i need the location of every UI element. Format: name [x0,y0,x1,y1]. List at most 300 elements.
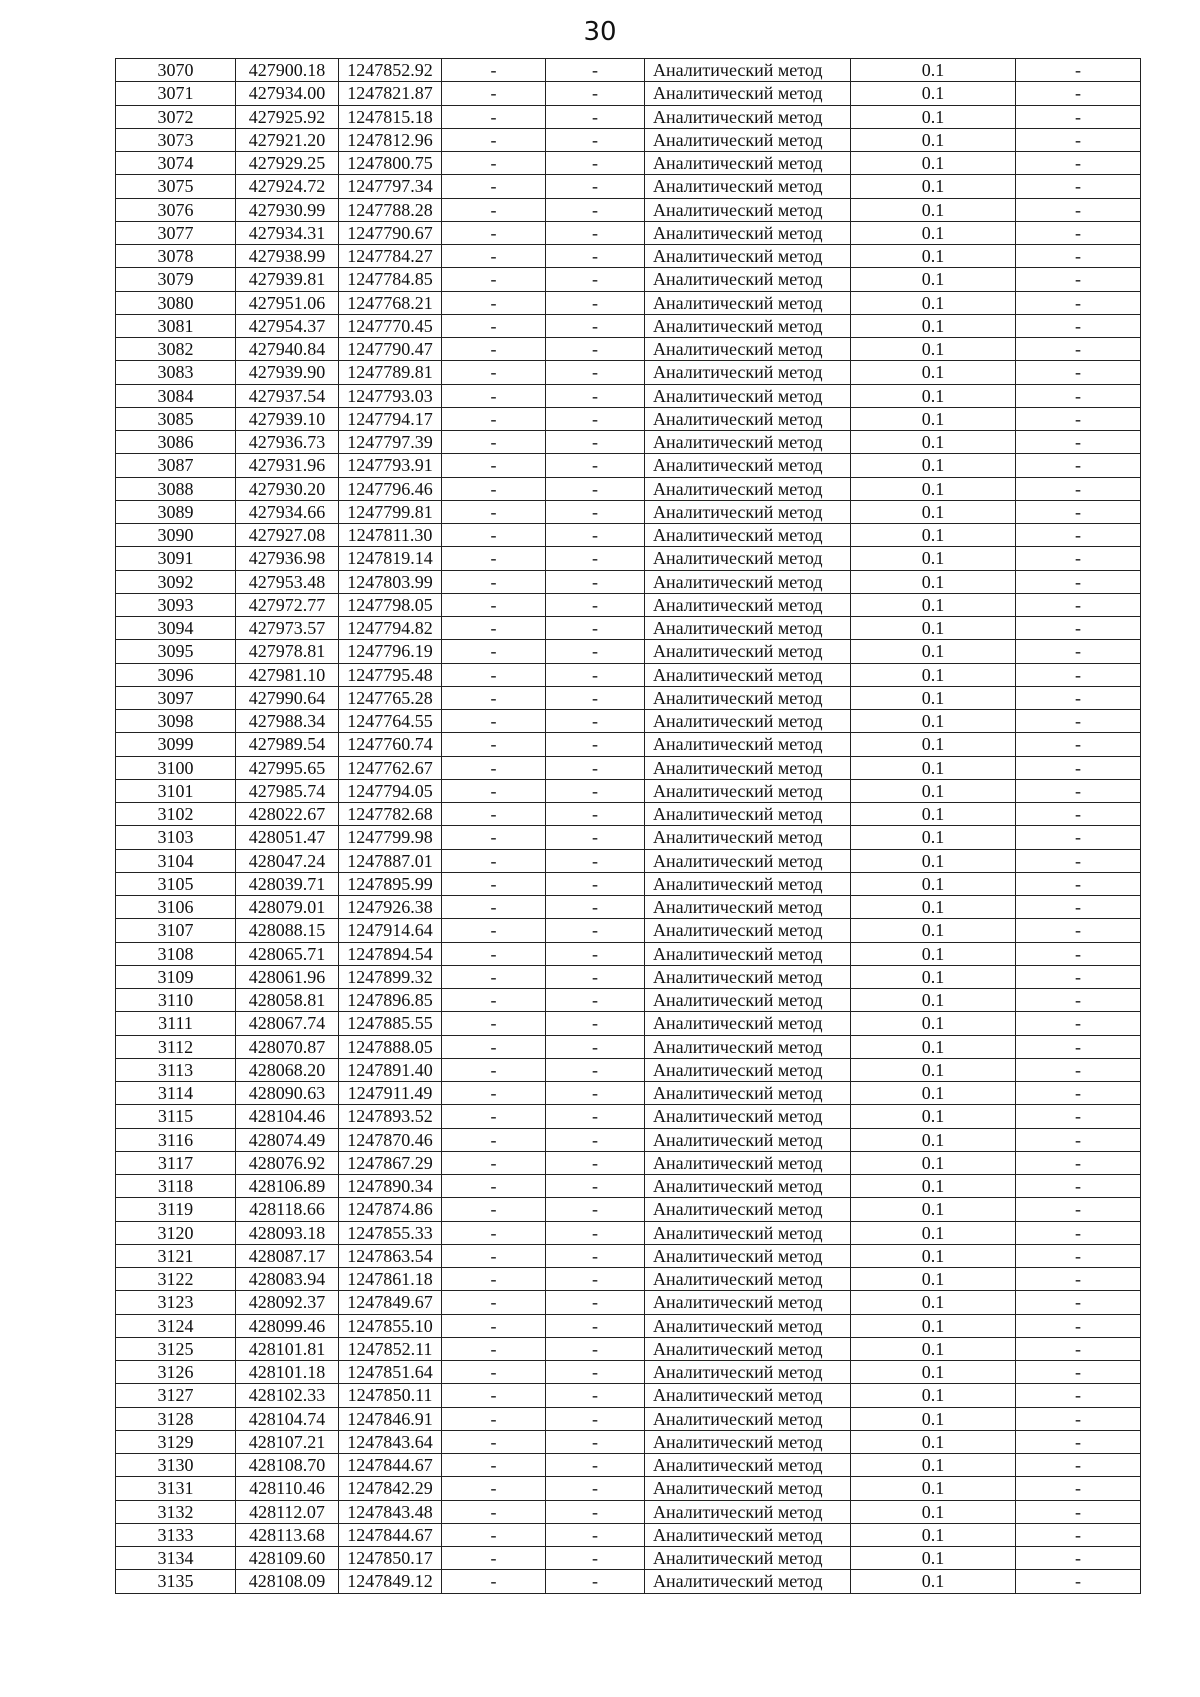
empty-x-cell: - [442,59,546,82]
accuracy-cell: 0.1 [851,733,1016,756]
y-coordinate-cell: 1247762.67 [339,756,442,779]
empty-y-cell: - [546,1570,645,1593]
empty-x-cell: - [442,826,546,849]
y-coordinate-cell: 1247797.34 [339,175,442,198]
method-cell: Аналитический метод [645,1268,851,1291]
accuracy-cell: 0.1 [851,1151,1016,1174]
x-coordinate-cell: 427930.99 [236,198,339,221]
empty-x-cell: - [442,198,546,221]
description-cell: - [1016,1500,1141,1523]
point-number-cell: 3086 [116,431,236,454]
empty-x-cell: - [442,640,546,663]
empty-x-cell: - [442,1454,546,1477]
empty-y-cell: - [546,1430,645,1453]
description-cell: - [1016,686,1141,709]
description-cell: - [1016,1384,1141,1407]
method-cell: Аналитический метод [645,872,851,895]
y-coordinate-cell: 1247790.47 [339,338,442,361]
method-cell: Аналитический метод [645,1291,851,1314]
accuracy-cell: 0.1 [851,1477,1016,1500]
description-cell: - [1016,1012,1141,1035]
empty-x-cell: - [442,338,546,361]
description-cell: - [1016,1035,1141,1058]
method-cell: Аналитический метод [645,338,851,361]
description-cell: - [1016,1454,1141,1477]
point-number-cell: 3093 [116,593,236,616]
empty-x-cell: - [442,1221,546,1244]
accuracy-cell: 0.1 [851,872,1016,895]
table-row [116,896,1141,919]
y-coordinate-cell: 1247849.67 [339,1291,442,1314]
point-number-cell: 3091 [116,547,236,570]
table-row [116,82,1141,105]
x-coordinate-cell: 428118.66 [236,1198,339,1221]
empty-x-cell: - [442,942,546,965]
table-row [116,617,1141,640]
description-cell: - [1016,1151,1141,1174]
point-number-cell: 3095 [116,640,236,663]
table-row [116,1570,1141,1593]
empty-x-cell: - [442,1082,546,1105]
table-row [116,1430,1141,1453]
method-cell: Аналитический метод [645,640,851,663]
accuracy-cell: 0.1 [851,1175,1016,1198]
accuracy-cell: 0.1 [851,82,1016,105]
point-number-cell: 3117 [116,1151,236,1174]
y-coordinate-cell: 1247890.34 [339,1175,442,1198]
method-cell: Аналитический метод [645,82,851,105]
x-coordinate-cell: 427988.34 [236,710,339,733]
description-cell: - [1016,59,1141,82]
point-number-cell: 3092 [116,570,236,593]
empty-x-cell: - [442,454,546,477]
y-coordinate-cell: 1247843.48 [339,1500,442,1523]
empty-x-cell: - [442,1105,546,1128]
table-row [116,1244,1141,1267]
accuracy-cell: 0.1 [851,1361,1016,1384]
accuracy-cell: 0.1 [851,1384,1016,1407]
accuracy-cell: 0.1 [851,524,1016,547]
accuracy-cell: 0.1 [851,686,1016,709]
empty-x-cell: - [442,1337,546,1360]
accuracy-cell: 0.1 [851,1523,1016,1546]
point-number-cell: 3105 [116,872,236,895]
empty-x-cell: - [442,1244,546,1267]
empty-y-cell: - [546,1105,645,1128]
point-number-cell: 3122 [116,1268,236,1291]
y-coordinate-cell: 1247799.98 [339,826,442,849]
point-number-cell: 3099 [116,733,236,756]
table-row [116,407,1141,430]
y-coordinate-cell: 1247789.81 [339,361,442,384]
accuracy-cell: 0.1 [851,198,1016,221]
accuracy-cell: 0.1 [851,1012,1016,1035]
empty-y-cell: - [546,1244,645,1267]
empty-y-cell: - [546,291,645,314]
table-row [116,1477,1141,1500]
y-coordinate-cell: 1247894.54 [339,942,442,965]
method-cell: Аналитический метод [645,1244,851,1267]
table-body [116,59,1141,1594]
x-coordinate-cell: 427934.66 [236,500,339,523]
x-coordinate-cell: 428047.24 [236,849,339,872]
accuracy-cell: 0.1 [851,826,1016,849]
empty-x-cell: - [442,686,546,709]
x-coordinate-cell: 427981.10 [236,663,339,686]
empty-y-cell: - [546,756,645,779]
y-coordinate-cell: 1247843.64 [339,1430,442,1453]
x-coordinate-cell: 428092.37 [236,1291,339,1314]
x-coordinate-cell: 428083.94 [236,1268,339,1291]
empty-y-cell: - [546,128,645,151]
empty-y-cell: - [546,686,645,709]
x-coordinate-cell: 428104.46 [236,1105,339,1128]
x-coordinate-cell: 427934.00 [236,82,339,105]
point-number-cell: 3111 [116,1012,236,1035]
method-cell: Аналитический метод [645,314,851,337]
empty-y-cell: - [546,268,645,291]
table-row [116,175,1141,198]
accuracy-cell: 0.1 [851,779,1016,802]
empty-y-cell: - [546,965,645,988]
y-coordinate-cell: 1247796.46 [339,477,442,500]
table-row [116,1268,1141,1291]
y-coordinate-cell: 1247885.55 [339,1012,442,1035]
table-row [116,965,1141,988]
table-row [116,872,1141,895]
x-coordinate-cell: 428101.81 [236,1337,339,1360]
x-coordinate-cell: 428065.71 [236,942,339,965]
table-row [116,1384,1141,1407]
point-number-cell: 3113 [116,1058,236,1081]
description-cell: - [1016,361,1141,384]
y-coordinate-cell: 1247790.67 [339,221,442,244]
y-coordinate-cell: 1247844.67 [339,1454,442,1477]
empty-x-cell: - [442,919,546,942]
method-cell: Аналитический метод [645,1500,851,1523]
point-number-cell: 3123 [116,1291,236,1314]
method-cell: Аналитический метод [645,1454,851,1477]
empty-x-cell: - [442,245,546,268]
point-number-cell: 3106 [116,896,236,919]
point-number-cell: 3074 [116,152,236,175]
table-row [116,1012,1141,1035]
empty-y-cell: - [546,1151,645,1174]
description-cell: - [1016,524,1141,547]
y-coordinate-cell: 1247796.19 [339,640,442,663]
accuracy-cell: 0.1 [851,965,1016,988]
empty-y-cell: - [546,593,645,616]
accuracy-cell: 0.1 [851,617,1016,640]
method-cell: Аналитический метод [645,896,851,919]
point-number-cell: 3134 [116,1547,236,1570]
method-cell: Аналитический метод [645,1151,851,1174]
empty-x-cell: - [442,431,546,454]
accuracy-cell: 0.1 [851,1082,1016,1105]
method-cell: Аналитический метод [645,477,851,500]
accuracy-cell: 0.1 [851,152,1016,175]
x-coordinate-cell: 427939.81 [236,268,339,291]
y-coordinate-cell: 1247764.55 [339,710,442,733]
method-cell: Аналитический метод [645,1384,851,1407]
description-cell: - [1016,407,1141,430]
empty-y-cell: - [546,1058,645,1081]
y-coordinate-cell: 1247797.39 [339,431,442,454]
y-coordinate-cell: 1247893.52 [339,1105,442,1128]
x-coordinate-cell: 428108.70 [236,1454,339,1477]
empty-y-cell: - [546,152,645,175]
accuracy-cell: 0.1 [851,1547,1016,1570]
empty-x-cell: - [442,477,546,500]
empty-x-cell: - [442,570,546,593]
method-cell: Аналитический метод [645,361,851,384]
description-cell: - [1016,1198,1141,1221]
empty-y-cell: - [546,431,645,454]
empty-y-cell: - [546,640,645,663]
y-coordinate-cell: 1247819.14 [339,547,442,570]
description-cell: - [1016,384,1141,407]
method-cell: Аналитический метод [645,500,851,523]
description-cell: - [1016,1547,1141,1570]
y-coordinate-cell: 1247850.11 [339,1384,442,1407]
accuracy-cell: 0.1 [851,245,1016,268]
method-cell: Аналитический метод [645,942,851,965]
empty-x-cell: - [442,547,546,570]
y-coordinate-cell: 1247784.27 [339,245,442,268]
empty-x-cell: - [442,1430,546,1453]
empty-x-cell: - [442,779,546,802]
description-cell: - [1016,1244,1141,1267]
empty-y-cell: - [546,896,645,919]
empty-x-cell: - [442,1291,546,1314]
method-cell: Аналитический метод [645,1570,851,1593]
accuracy-cell: 0.1 [851,1244,1016,1267]
x-coordinate-cell: 428058.81 [236,989,339,1012]
description-cell: - [1016,640,1141,663]
y-coordinate-cell: 1247794.82 [339,617,442,640]
empty-y-cell: - [546,1337,645,1360]
empty-y-cell: - [546,919,645,942]
empty-y-cell: - [546,454,645,477]
point-number-cell: 3126 [116,1361,236,1384]
empty-y-cell: - [546,1523,645,1546]
point-number-cell: 3073 [116,128,236,151]
y-coordinate-cell: 1247842.29 [339,1477,442,1500]
empty-y-cell: - [546,849,645,872]
description-cell: - [1016,1128,1141,1151]
accuracy-cell: 0.1 [851,128,1016,151]
x-coordinate-cell: 427954.37 [236,314,339,337]
point-number-cell: 3103 [116,826,236,849]
method-cell: Аналитический метод [645,407,851,430]
table-row [116,1500,1141,1523]
method-cell: Аналитический метод [645,1128,851,1151]
description-cell: - [1016,710,1141,733]
method-cell: Аналитический метод [645,152,851,175]
point-number-cell: 3135 [116,1570,236,1593]
y-coordinate-cell: 1247844.67 [339,1523,442,1546]
description-cell: - [1016,1314,1141,1337]
empty-x-cell: - [442,1268,546,1291]
x-coordinate-cell: 427937.54 [236,384,339,407]
accuracy-cell: 0.1 [851,1291,1016,1314]
method-cell: Аналитический метод [645,245,851,268]
empty-x-cell: - [442,663,546,686]
accuracy-cell: 0.1 [851,640,1016,663]
method-cell: Аналитический метод [645,1175,851,1198]
table-row [116,454,1141,477]
empty-x-cell: - [442,1407,546,1430]
point-number-cell: 3087 [116,454,236,477]
accuracy-cell: 0.1 [851,593,1016,616]
description-cell: - [1016,221,1141,244]
empty-x-cell: - [442,849,546,872]
y-coordinate-cell: 1247782.68 [339,803,442,826]
table-row [116,1035,1141,1058]
description-cell: - [1016,1477,1141,1500]
point-number-cell: 3108 [116,942,236,965]
method-cell: Аналитический метод [645,989,851,1012]
table-row [116,1082,1141,1105]
empty-x-cell: - [442,128,546,151]
empty-y-cell: - [546,803,645,826]
accuracy-cell: 0.1 [851,570,1016,593]
empty-y-cell: - [546,942,645,965]
accuracy-cell: 0.1 [851,1221,1016,1244]
table-row [116,663,1141,686]
method-cell: Аналитический метод [645,1198,851,1221]
table-row [116,1291,1141,1314]
x-coordinate-cell: 427936.73 [236,431,339,454]
point-number-cell: 3098 [116,710,236,733]
accuracy-cell: 0.1 [851,1407,1016,1430]
description-cell: - [1016,1570,1141,1593]
table-row [116,198,1141,221]
x-coordinate-cell: 428112.07 [236,1500,339,1523]
y-coordinate-cell: 1247888.05 [339,1035,442,1058]
empty-y-cell: - [546,989,645,1012]
empty-y-cell: - [546,710,645,733]
accuracy-cell: 0.1 [851,500,1016,523]
y-coordinate-cell: 1247850.17 [339,1547,442,1570]
table-row [116,1128,1141,1151]
empty-x-cell: - [442,361,546,384]
x-coordinate-cell: 427978.81 [236,640,339,663]
description-cell: - [1016,477,1141,500]
description-cell: - [1016,1082,1141,1105]
accuracy-cell: 0.1 [851,1198,1016,1221]
y-coordinate-cell: 1247855.33 [339,1221,442,1244]
empty-y-cell: - [546,1384,645,1407]
table-row [116,431,1141,454]
empty-x-cell: - [442,989,546,1012]
point-number-cell: 3128 [116,1407,236,1430]
accuracy-cell: 0.1 [851,105,1016,128]
x-coordinate-cell: 428090.63 [236,1082,339,1105]
x-coordinate-cell: 427939.10 [236,407,339,430]
empty-x-cell: - [442,407,546,430]
empty-y-cell: - [546,1198,645,1221]
method-cell: Аналитический метод [645,1035,851,1058]
method-cell: Аналитический метод [645,779,851,802]
point-number-cell: 3125 [116,1337,236,1360]
empty-x-cell: - [442,291,546,314]
x-coordinate-cell: 428110.46 [236,1477,339,1500]
point-number-cell: 3081 [116,314,236,337]
table-row [116,1221,1141,1244]
description-cell: - [1016,779,1141,802]
empty-x-cell: - [442,175,546,198]
accuracy-cell: 0.1 [851,407,1016,430]
method-cell: Аналитический метод [645,268,851,291]
accuracy-cell: 0.1 [851,477,1016,500]
table-row [116,361,1141,384]
description-cell: - [1016,314,1141,337]
method-cell: Аналитический метод [645,1523,851,1546]
empty-x-cell: - [442,314,546,337]
x-coordinate-cell: 427925.92 [236,105,339,128]
empty-x-cell: - [442,1012,546,1035]
y-coordinate-cell: 1247768.21 [339,291,442,314]
accuracy-cell: 0.1 [851,1268,1016,1291]
empty-x-cell: - [442,1151,546,1174]
table-row [116,849,1141,872]
method-cell: Аналитический метод [645,826,851,849]
empty-y-cell: - [546,175,645,198]
description-cell: - [1016,756,1141,779]
page-number: 30 [583,17,617,47]
description-cell: - [1016,1221,1141,1244]
point-number-cell: 3129 [116,1430,236,1453]
description-cell: - [1016,872,1141,895]
y-coordinate-cell: 1247846.91 [339,1407,442,1430]
point-number-cell: 3112 [116,1035,236,1058]
point-number-cell: 3124 [116,1314,236,1337]
accuracy-cell: 0.1 [851,1454,1016,1477]
method-cell: Аналитический метод [645,59,851,82]
empty-y-cell: - [546,733,645,756]
x-coordinate-cell: 428039.71 [236,872,339,895]
accuracy-cell: 0.1 [851,268,1016,291]
x-coordinate-cell: 428079.01 [236,896,339,919]
method-cell: Аналитический метод [645,965,851,988]
table-row [116,500,1141,523]
point-number-cell: 3088 [116,477,236,500]
accuracy-cell: 0.1 [851,221,1016,244]
empty-y-cell: - [546,1407,645,1430]
empty-x-cell: - [442,1477,546,1500]
method-cell: Аналитический метод [645,686,851,709]
method-cell: Аналитический метод [645,1337,851,1360]
y-coordinate-cell: 1247803.99 [339,570,442,593]
empty-x-cell: - [442,965,546,988]
y-coordinate-cell: 1247815.18 [339,105,442,128]
accuracy-cell: 0.1 [851,942,1016,965]
y-coordinate-cell: 1247793.03 [339,384,442,407]
accuracy-cell: 0.1 [851,1337,1016,1360]
empty-y-cell: - [546,1012,645,1035]
y-coordinate-cell: 1247770.45 [339,314,442,337]
description-cell: - [1016,547,1141,570]
point-number-cell: 3096 [116,663,236,686]
table-row [116,1151,1141,1174]
empty-x-cell: - [442,1198,546,1221]
empty-y-cell: - [546,82,645,105]
accuracy-cell: 0.1 [851,919,1016,942]
table-row [116,710,1141,733]
empty-x-cell: - [442,733,546,756]
description-cell: - [1016,1523,1141,1546]
